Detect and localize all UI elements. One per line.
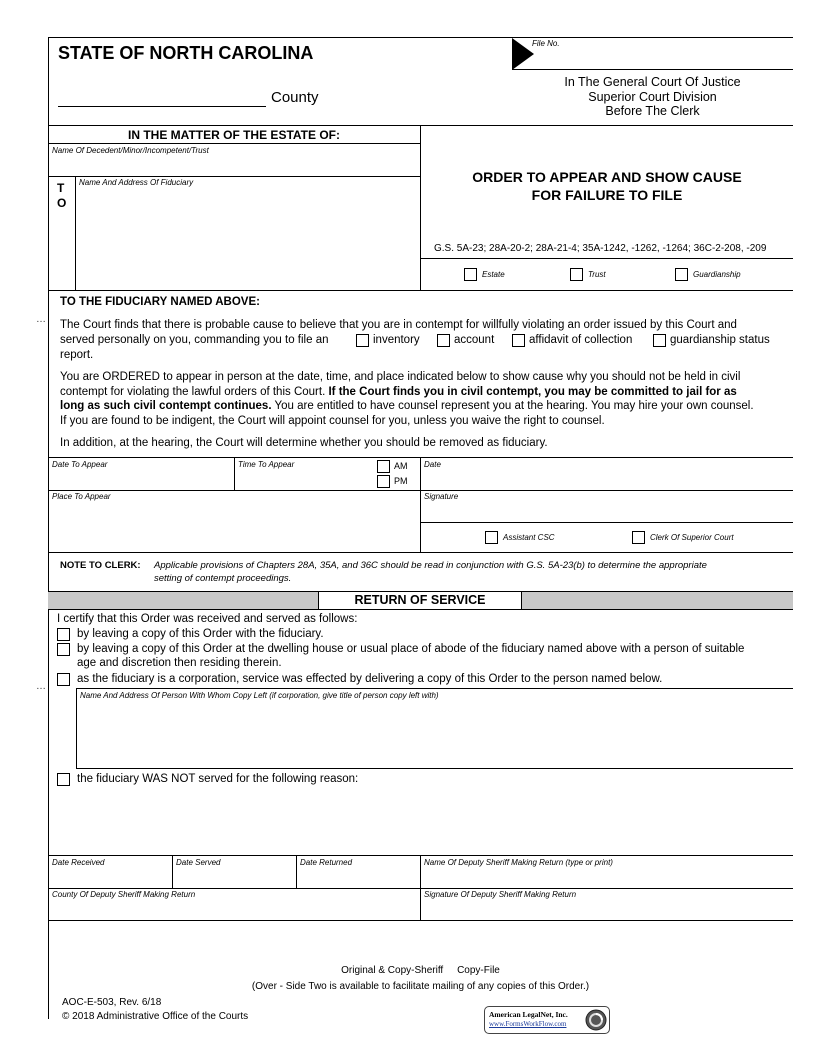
deputy-name-label: Name Of Deputy Sheriff Making Return (type or print) [424,858,613,867]
signature-rule [420,522,793,523]
date-received-label: Date Received [52,858,105,867]
account-checkbox[interactable] [437,334,450,347]
assistant-csc-checkbox[interactable] [485,531,498,544]
court-line-2: Superior Court Division [588,89,717,104]
finding-line-2: served personally on you, commanding you to file an [60,334,329,346]
order-title-line-1: ORDER TO APPEAR AND SHOW CAUSE [472,169,742,185]
finding-line-3: report. [60,349,94,361]
time-to-appear-label: Time To Appear [238,460,295,469]
file-no-label: File No. [532,39,560,48]
matter-vertical-divider [420,125,421,290]
court-block [512,75,793,119]
decedent-field[interactable] [52,156,416,174]
served-corporation-label: as the fiduciary is a corporation, service was effected by delivering a copy of this Order to the person named below. [77,673,663,685]
deputy-name-field[interactable] [424,868,789,886]
publisher-logo-line-2: www.FormsWorkFlow.com [489,1020,567,1028]
deputy-county-field[interactable] [52,900,416,918]
note-text-1: Applicable provisions of Chapters 28A, 35A, and 36C should be read in conjunction with G.S. 5A-23(b) to determine the appropriate [154,560,707,571]
hearing-bottom-rule [48,552,793,553]
order-title [421,168,793,204]
clerk-superior-court-checkbox[interactable] [632,531,645,544]
decedent-rule [48,176,420,177]
court-line-1: In The General Court Of Justice [564,75,741,89]
not-served-label: the fiduciary WAS NOT served for the following reason: [77,773,359,785]
hearing-vertical-divider [420,457,421,552]
trust-label: Trust [588,270,606,279]
note-to-clerk-label: NOTE TO CLERK: [60,560,141,571]
pm-checkbox[interactable] [377,475,390,488]
ellipsis-marker: … [36,314,46,325]
order-line-1: You are ORDERED to appear in person at the date, time, and place indicated below to show cause why you should not be held in civil [60,371,741,383]
signature-label: Signature [424,492,459,501]
inventory-checkbox[interactable] [356,334,369,347]
date-to-appear-field[interactable] [52,470,232,488]
served-personally-checkbox[interactable] [57,628,70,641]
publisher-logo-line-1: American LegalNet, Inc. [489,1010,568,1019]
served-corporation-checkbox[interactable] [57,673,70,686]
date-served-field[interactable] [176,868,292,886]
form-number: AOC-E-503, Rev. 6/18 [62,997,162,1008]
to-fiduciary-heading: TO THE FIDUCIARY NAMED ABOVE: [60,296,260,308]
addition-text: In addition, at the hearing, the Court will determine whether you should be removed as fiduciary. [60,437,548,449]
date-signed-field[interactable] [424,470,789,488]
publisher-globe-icon [585,1009,607,1031]
assistant-csc-label: Assistant CSC [503,533,555,542]
am-checkbox[interactable] [377,460,390,473]
guardianship-checkbox[interactable] [675,268,688,281]
hearing-mid-rule [48,490,793,491]
deputy-county-label: County Of Deputy Sheriff Making Return [52,890,196,899]
date-signed-label: Date [424,460,441,469]
dates-divider-1 [172,855,173,888]
copy-left-label: Name And Address Of Person With Whom Copy Left (if corporation, give title of person copy left with) [80,691,439,700]
date-returned-field[interactable] [300,868,416,886]
order-line-2 [60,386,737,398]
to-divider [75,176,76,290]
ellipsis-marker-2: … [36,681,46,692]
decedent-label: Name Of Decedent/Minor/Incompetent/Trust [52,146,209,155]
clerk-superior-court-label: Clerk Of Superior Court [650,533,734,542]
certify-text: I certify that this Order was received and served as follows: [57,613,358,625]
date-received-field[interactable] [52,868,168,886]
to-t-letter: T [57,181,65,195]
estate-label: Estate [482,270,505,279]
order-line-4: If you are found to be indigent, the Court will appoint counsel for you, unless you waive the right to counsel. [60,415,605,427]
order-line-2-plain: contempt for violating the lawful orders of this Court. [60,386,329,398]
state-title: STATE OF NORTH CAROLINA [58,43,314,63]
not-served-reason-field[interactable] [77,790,789,852]
affidavit-checkbox[interactable] [512,334,525,347]
matter-bottom-rule [48,290,793,291]
deputy-signature-field[interactable] [424,900,789,918]
file-no-field[interactable] [532,50,793,69]
estate-checkbox[interactable] [464,268,477,281]
order-line-3-bold: long as such civil contempt continues. [60,400,272,412]
am-label: AM [394,461,408,471]
order-title-line-2: FOR FAILURE TO FILE [531,187,683,203]
not-served-checkbox[interactable] [57,773,70,786]
statutes-rule [420,258,793,259]
over-note: (Over - Side Two is available to facilitate mailing of any copies of this Order.) [251,981,590,992]
copyright: © 2018 Administrative Office of the Courts [62,1011,249,1022]
dates-bottom-rule [48,888,793,889]
served-abode-label-2: age and discretion then residing therein. [77,657,282,669]
publisher-logo [484,1006,610,1034]
guardianship-label: Guardianship [693,270,741,279]
account-label: account [454,334,495,346]
left-border [48,37,49,1019]
guardianship-status-checkbox[interactable] [653,334,666,347]
deputy-signature-label: Signature Of Deputy Sheriff Making Return [424,890,577,899]
date-to-appear-label: Date To Appear [52,460,108,469]
place-to-appear-field[interactable] [52,502,416,548]
dates-divider-2 [296,855,297,888]
file-no-arrow-icon [512,38,534,70]
served-personally-label: by leaving a copy of this Order with the fiduciary. [77,628,324,640]
matter-heading-rule [48,143,420,144]
affidavit-label: affidavit of collection [529,334,633,346]
time-to-appear-field[interactable] [238,470,373,488]
order-line-3-plain: You are entitled to have counsel represent you at the hearing. You may hire your own counsel. [271,400,754,412]
served-abode-checkbox[interactable] [57,643,70,656]
date-served-label: Date Served [176,858,221,867]
deputy-bottom-rule [48,920,793,921]
copy-left-field[interactable] [80,702,789,766]
county-label: County [271,89,319,106]
guardianship-status-label: guardianship status [670,334,770,346]
fiduciary-field[interactable] [79,190,416,286]
statutes: G.S. 5A-23; 28A-20-2; 28A-21-4; 35A-1242, -1262, -1264; 36C-2-208, -209 [434,243,767,254]
court-line-3: Before The Clerk [605,104,700,118]
distribution-line: Original & Copy-Sheriff Copy-File [341,965,500,976]
top-border [48,37,793,38]
date-time-divider [234,457,235,490]
return-heading: RETURN OF SERVICE [354,593,486,607]
matter-heading: IN THE MATTER OF THE ESTATE OF: [128,128,340,142]
fiduciary-label: Name And Address Of Fiduciary [79,178,194,187]
order-line-2-bold: If the Court finds you in civil contempt, you may be committed to jail for as [328,386,737,398]
finding-line-1: The Court finds that there is probable cause to believe that you are in contempt for willfully violating an order issued by this Court and [60,319,737,331]
note-text-2: setting of contempt proceedings. [154,573,292,584]
signature-field[interactable] [424,502,789,520]
trust-checkbox[interactable] [570,268,583,281]
inventory-label: inventory [373,334,420,346]
file-no-underline [512,69,793,70]
served-abode-label-1: by leaving a copy of this Order at the dwelling house or usual place of abode of the fiduciary named above with a person of suitable [77,643,745,655]
date-returned-label: Date Returned [300,858,353,867]
county-underline [58,106,266,107]
order-line-3 [60,400,754,412]
place-to-appear-label: Place To Appear [52,492,111,501]
pm-label: PM [394,476,408,486]
to-o-letter: O [57,196,67,210]
